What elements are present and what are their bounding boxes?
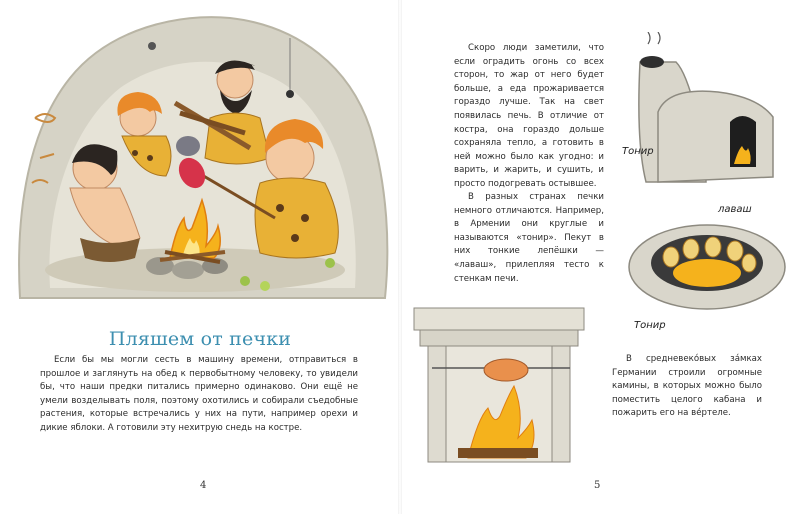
tonir-illustration	[625, 215, 790, 315]
paragraph-text: В средневеко́вых за́мках Германии строили огромные камины, в которых можно было поместить целого кабана и пожарить его на ве́ртеле.	[612, 354, 762, 419]
left-page-paragraph	[40, 354, 358, 436]
paragraph-text: В разных странах печки немного отличаются. Например, в Армении они круглые и называются «тонир». Пекут в них тонкие лепёшки — «лаваш», прилепляя тесто к стенкам печи.	[454, 192, 604, 284]
paragraph-text: Если бы мы могли сесть в машину времени, отправиться в прошлое и заглянуть на обед к первобытному человеку, то увидели бы, что наши предки питались примерно одинаково. Они ещё не умели возделывать поля, поэтому охотились и собирали съедобные растения, которые встречались у них на пути, например орехи и дикие яблоки. А готовили эту нехитрую снедь на костре.	[40, 355, 358, 433]
paragraph-text: Скоро люди заметили, что если оградить огонь со всех сторон, то жар от него будет больше, а еда прожаривается гораздо лучше. Так на свет появилась печь. В отличие от костра, она гораздо дольше сохраняла тепло, а готовить в ней можно было как угодно: и варить, и жарить, и сушить, и просто подогревать остывшее.	[454, 43, 604, 189]
right-paragraph-3	[612, 353, 762, 421]
tonir-label-1: Тонир	[622, 146, 654, 157]
page-number-right: 5	[594, 480, 601, 491]
right-paragraph-1	[454, 42, 604, 192]
cave-illustration	[10, 8, 395, 308]
oven-illustration	[618, 32, 788, 190]
fireplace-illustration	[408, 298, 598, 470]
page-heading: Пляшем от печки	[108, 328, 292, 350]
tonir-label-2: Тонир	[634, 320, 666, 331]
page-number-left: 4	[200, 480, 207, 491]
lavash-label: лаваш	[718, 204, 752, 215]
right-paragraph-2	[454, 191, 604, 286]
